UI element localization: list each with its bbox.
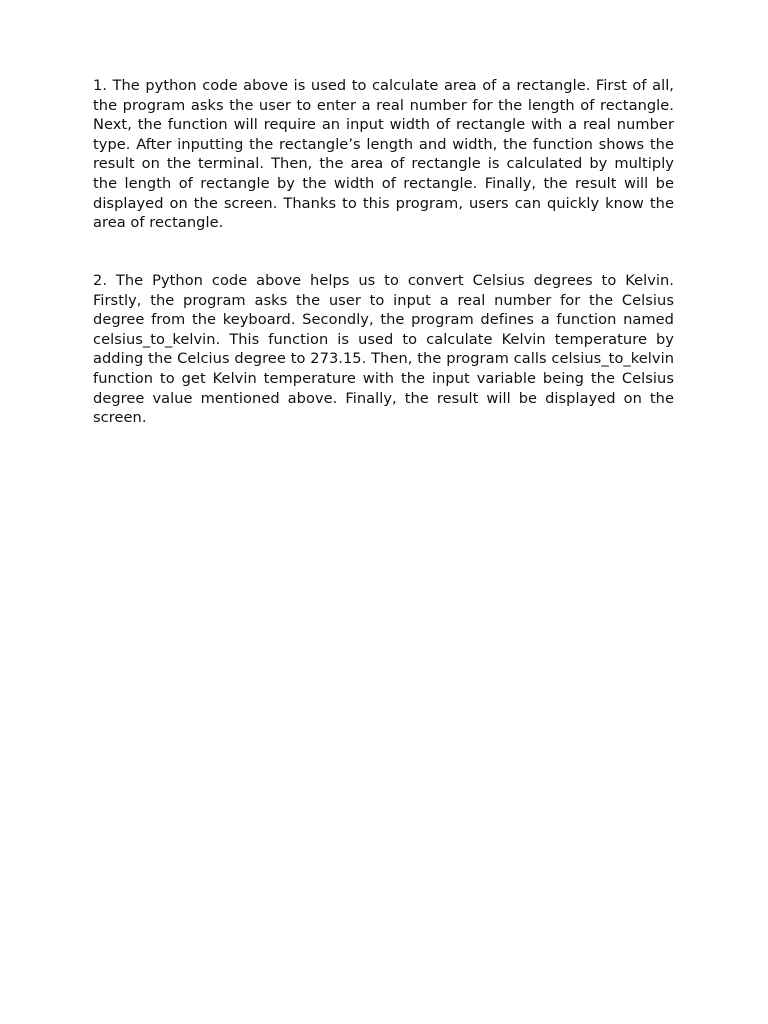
paragraph-celsius-to-kelvin: 2. The Python code above helps us to convert Celsius degrees to Kelvin. Firstly, the program asks the user to input a real number for the Celsius degree from the keyboard. Secondly, the program defines a function named celsius_to_kelvin. This function is used to calculate Kelvin temperature by adding the Celcius degree to 273.15. Then, the program calls celsius_to_kelvin function to get Kelvin temperature with the input variable being the Celsius degree value mentioned above. Finally, the result will be displayed on the screen. [93, 272, 674, 427]
paragraph-rectangle-area: 1. The python code above is used to calculate area of a rectangle. First of all, the program asks the user to enter a real number for the length of rectangle. Next, the function will require an input width of rectangle with a real number type. After inputting the rectangle’s length and width, the function shows the result on the terminal. Then, the area of rectangle is calculated by multiply the length of rectangle by the width of rectangle. Finally, the result will be displayed on the screen. Thanks to this program, users can quickly know the area of rectangle. [93, 77, 674, 232]
